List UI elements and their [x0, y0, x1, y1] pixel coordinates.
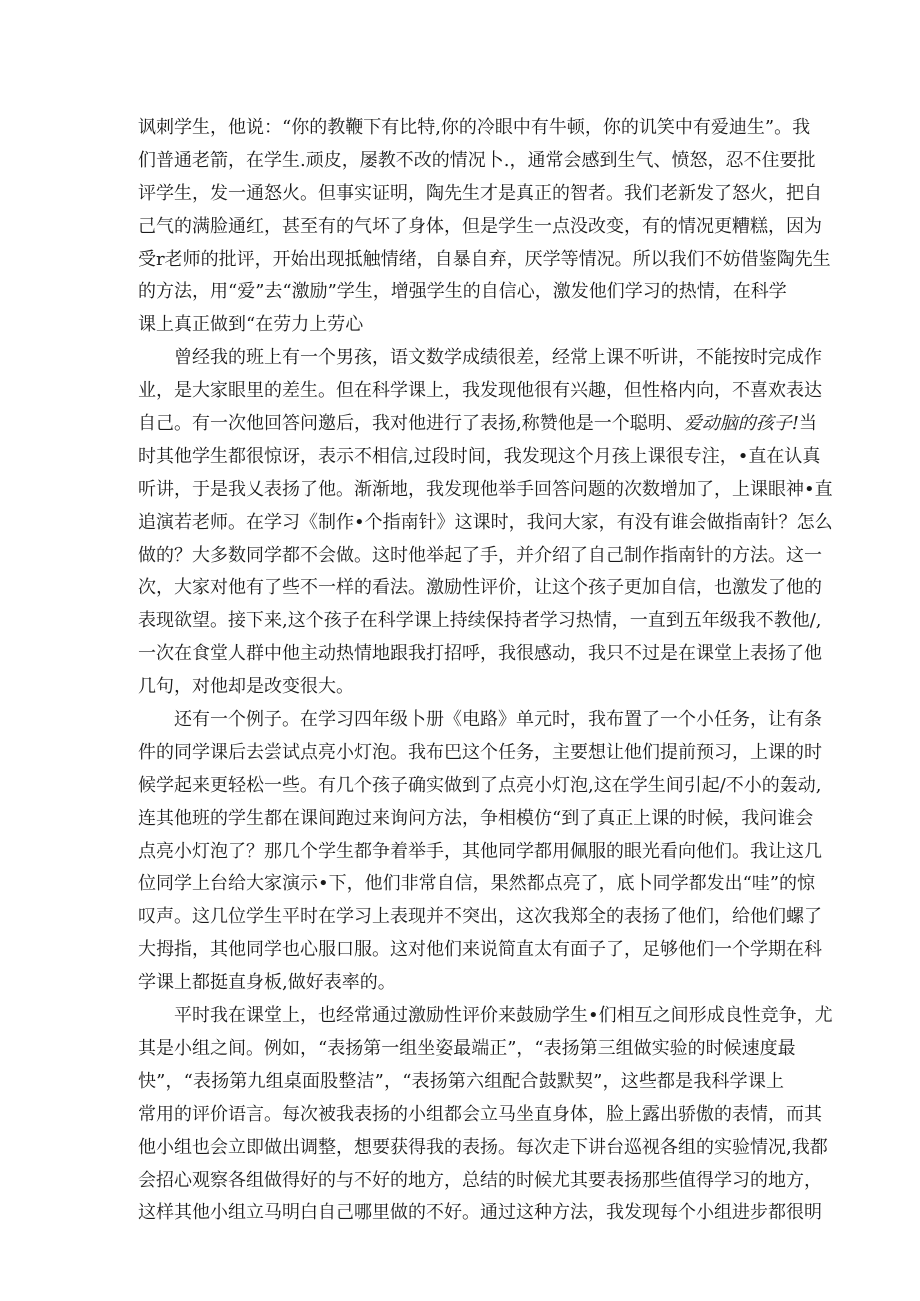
- body-line: 其是小组之间。例如，“表扬第一组坐姿最端正”，“表扬第三组做实验的时候速度最: [138, 1037, 796, 1059]
- body-line: 们普通老箭，在学生.顽皮，屡教不改的情况卜.，通常会感到生气、愤怒，忍不住要批: [138, 149, 816, 171]
- paragraph-first-line: 曾经我的班上有一个男孩，语文数学成绩很差，经常上课不听讲，不能按时完成作: [174, 347, 822, 369]
- line-segment: 自己。有一次他回答问邀后，我对他进行了表扬,称赞他是一个聪明、: [138, 413, 684, 435]
- body-line: 会招心观察各组做得好的与不好的地方，总结的时候尤其要表扬那些值得学习的地方，: [138, 1169, 822, 1191]
- body-line: 几句，对他却是改变很大。: [138, 676, 354, 698]
- body-line: 常用的评价语言。每次被我表扬的小组都会立马坐直身体，脸上露出骄傲的表情，而其: [138, 1103, 822, 1125]
- body-line: [138, 408, 817, 441]
- body-line: 叹声。这几位学生平时在学习上表现并不突出，这次我郑全的表扬了他们，给他们螺了: [138, 906, 822, 928]
- body-line: 候学起来更轻松一些。有几个孩子确实做到了点亮小灯泡,这在学生间引起/不小的轰动,: [138, 774, 822, 796]
- body-line: 追演若老师。在学习《制作•个指南针》这课时，我问大家，有没有谁会做指南针？怎么: [138, 511, 833, 533]
- body-line: 快”，“表扬第九组桌面股整洁”，“表扬第六组配合鼓默契”，这些都是我科学课上: [138, 1070, 784, 1092]
- body-line: 受r老师的批评，开始出现抵触情绪，自暴自弃，厌学等情况。所以我们不妨借鉴陶先生: [138, 248, 831, 270]
- body-line: 件的同学课后去尝试点亮小灯泡。我布巴这个任务，主要想让他们提前预习，上课的时: [138, 741, 822, 763]
- body-line: 课上真正做到“在劳力上劳心: [138, 314, 364, 336]
- body-line: 听讲，于是我乂表扬了他。渐渐地，我发现他举手回答问题的次数增加了，上课眼神•直: [138, 478, 833, 500]
- italic-quote: 爱动脑的孩子!: [683, 413, 799, 435]
- body-line: 评学生，发一通怒火。但事实证明，陶先生才是真正的智者。我们老新发了怒火，把自: [138, 182, 822, 204]
- body-line: 次，大家对他有了些不一样的看法。激励性评价，让这个孩子更加自信，也激发了他的: [138, 577, 822, 599]
- paragraph-first-line: 平时我在课堂上，也经常通过激励性评价来鼓励学生•们相互之间形成良性竞争，尤: [174, 1005, 833, 1027]
- body-line: 做的？大多数同学都不会做。这时他举起了手，并介绍了自己制作指南针的方法。这一: [138, 544, 822, 566]
- body-line: 时其他学生都很惊讶，表示不相信,过段时间，我发现这个月孩上课很专注，•直在认真: [138, 445, 821, 467]
- document-body: [138, 112, 833, 1230]
- body-line: 的方法，用“爱”去“激励”学生，增强学生的自信心，激发他们学习的热情，在科学: [138, 281, 787, 303]
- body-line: 他小组也会立即做出调整，想要获得我的表扬。每次走下讲台巡视各组的实验情况,我都: [138, 1136, 828, 1158]
- body-line: 这样其他小组立马明白自己哪里做的不好。通过这种方法，我发现每个小组进步都很明: [138, 1202, 822, 1224]
- paragraph-first-line: 还有一个例子。在学习四年级卜册《电路》单元时，我布置了一个小任务，让有条: [174, 709, 822, 731]
- body-line: 讽刺学生，他说：“你的教鞭下有比特,你的冷眼中有牛顿，你的讥笑中有爱迪生”。我: [138, 117, 811, 138]
- body-line: 连其他班的学生都在课间跑过来询问方法，争相模仿“到了真正上课的时候，我问谁会: [138, 807, 814, 829]
- body-line: 位同学上台给大家演示•下，他们非常自信，果然都点亮了，底卜同学都发出“哇”的惊: [138, 873, 816, 895]
- body-line: 点亮小灯泡了？那几个学生都争着举手，其他同学都用佩服的眼光看向他们。我让这几: [138, 840, 822, 862]
- body-line: 学课上都挺直身板,做好表率的。: [138, 972, 396, 994]
- line-segment: 当: [798, 413, 817, 435]
- body-line: 己气的满脸通红，甚至有的气坏了身体，但是学生一点没改变，有的情况更糟糕，因为: [138, 215, 822, 237]
- body-line: 一次在食堂人群中他主动热情地跟我打招呼，我很感动，我只不过是在课堂上表扬了他: [138, 643, 822, 665]
- body-line: 大拇指，其他同学也心服口服。这对他们来说简直太有面子了，足够他们一个学期在科: [138, 939, 822, 961]
- body-line: 表现欲望。接下来,这个孩子在科学课上持续保持者学习热情，一直到五年级我不教他/,: [138, 610, 822, 632]
- body-line: 业，是大家眼里的差生。但在科学课上，我发现他很有兴趣，但性格内向，不喜欢表达: [138, 380, 822, 402]
